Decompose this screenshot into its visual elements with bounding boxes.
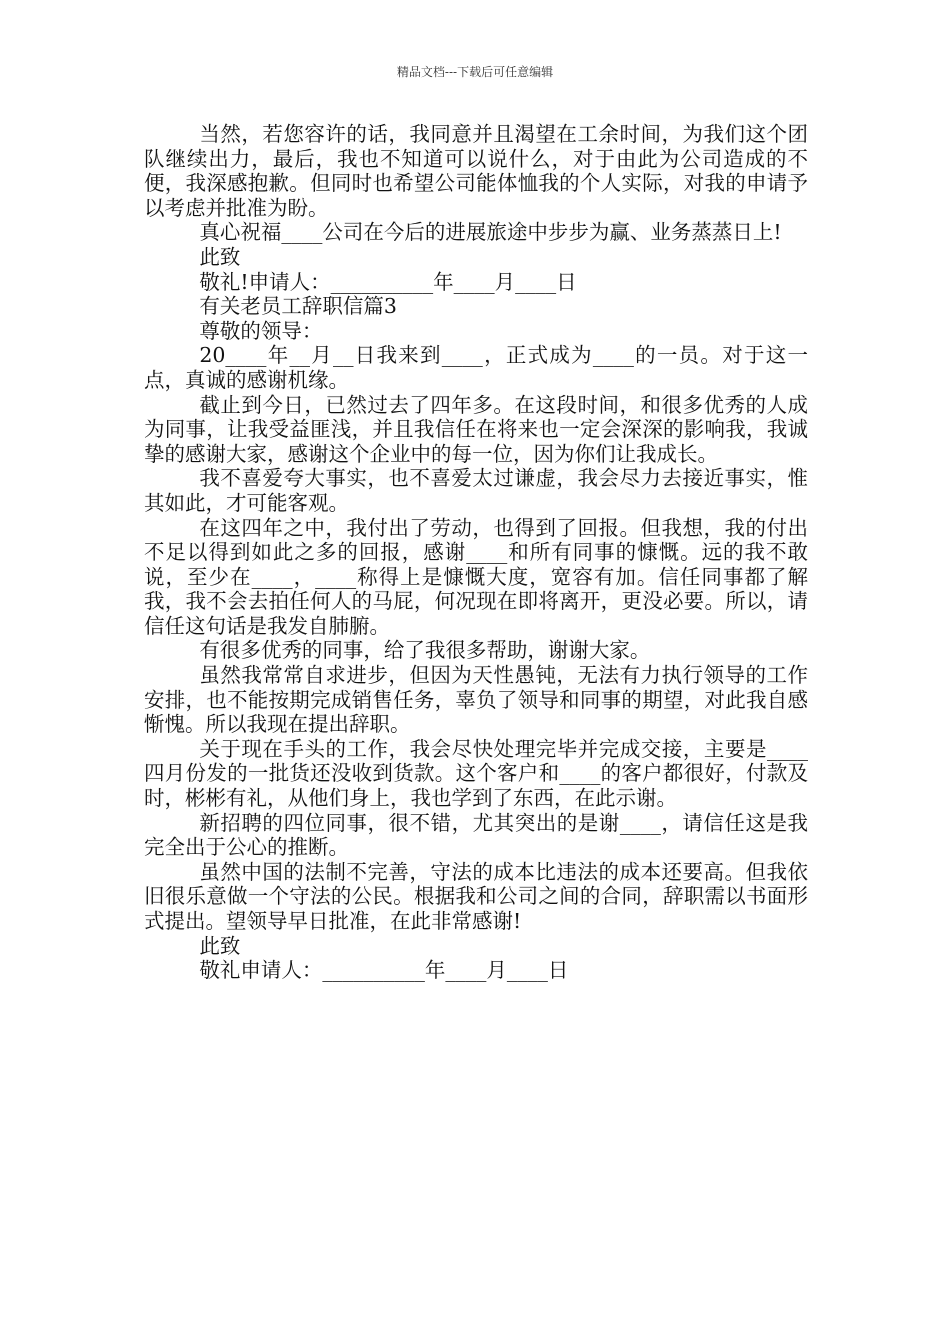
closing-salutation-2: 此致 bbox=[199, 933, 241, 958]
paragraph-handover: 关于现在手头的工作，我会尽快处理完毕并完成交接，主要是____四月份发的一批货还没收到货款。这个客户和____的客户都很好，付款及时，彬彬有礼，从他们身上，我也学到了东西，在此示谢。 bbox=[144, 736, 808, 811]
paragraph-resign-reason: 虽然我常常自求进步，但因为天性愚钝，无法有力执行领导的工作安排，也不能按期完成销售任务，辜负了领导和同事的期望，对此我自感惭愧。所以我现在提出辞职。 bbox=[144, 663, 808, 737]
paragraph-arrival: 20____年__月__日我来到____，正式成为____的一员。对于这一点，真诚的感谢机缘。 bbox=[144, 343, 808, 392]
paragraph-objectivity: 我不喜爱夸大事实，也不喜爱太过谦虚，我会尽力去接近事实，惟其如此，才可能客观。 bbox=[144, 466, 808, 515]
page-header: 精品文档---下载后可任意编辑 bbox=[396, 65, 554, 79]
signature-line-2: 敬礼申请人：__________年____月____日 bbox=[199, 958, 569, 983]
paragraph-contract: 虽然中国的法制不完善，守法的成本比违法的成本还要高。但我依旧很乐意做一个守法的公民。根据我和公司之间的合同，辞职需以书面形式提出。望领导早日批准，在此非常感谢! bbox=[144, 859, 808, 933]
greeting: 尊敬的领导： bbox=[199, 318, 323, 343]
paragraph-thanks: 有很多优秀的同事，给了我很多帮助，谢谢大家。 bbox=[199, 638, 651, 663]
closing-salutation: 此致 bbox=[199, 244, 241, 269]
paragraph-new-hires: 新招聘的四位同事，很不错，尤其突出的是谢____，请信任这是我完全出于公心的推断。 bbox=[144, 810, 808, 860]
document-body bbox=[144, 122, 808, 983]
paragraph-volunteer: 当然，若您容许的话，我同意并且渴望在工余时间，为我们这个团队继续出力，最后，我也不知道可以说什么，对于由此为公司造成的不便，我深感抱歉。但同时也希望公司能体恤我的个人实际，对我的申请予以考虑并批准为盼。 bbox=[144, 122, 808, 220]
paragraph-blessing: 真心祝福____公司在今后的进展旅途中步步为赢、业务蒸蒸日上! bbox=[199, 220, 782, 245]
paragraph-four-years: 截止到今日，已然过去了四年多。在这段时间，和很多优秀的人成为同事，让我受益匪浅，并且我信任在将来也一定会深深的影响我，我诚挚的感谢大家，感谢这个企业中的每一位，因为你们让我成长。 bbox=[144, 392, 808, 466]
signature-line: 敬礼!申请人：__________年____月____日 bbox=[199, 269, 577, 294]
section-title: 有关老员工辞职信篇3 bbox=[199, 294, 397, 319]
paragraph-gratitude: 在这四年之中，我付出了劳动，也得到了回报。但我想，我的付出不足以得到如此之多的回报，感谢____和所有同事的慷慨。远的我不敢说，至少在____，____称得上是慷慨大度，宽容有加。信任同事都了解我，我不会去拍任何人的马屁，何况现在即将离开，更没必要。所以，请信任这句话是我发自肺腑。 bbox=[144, 515, 808, 638]
